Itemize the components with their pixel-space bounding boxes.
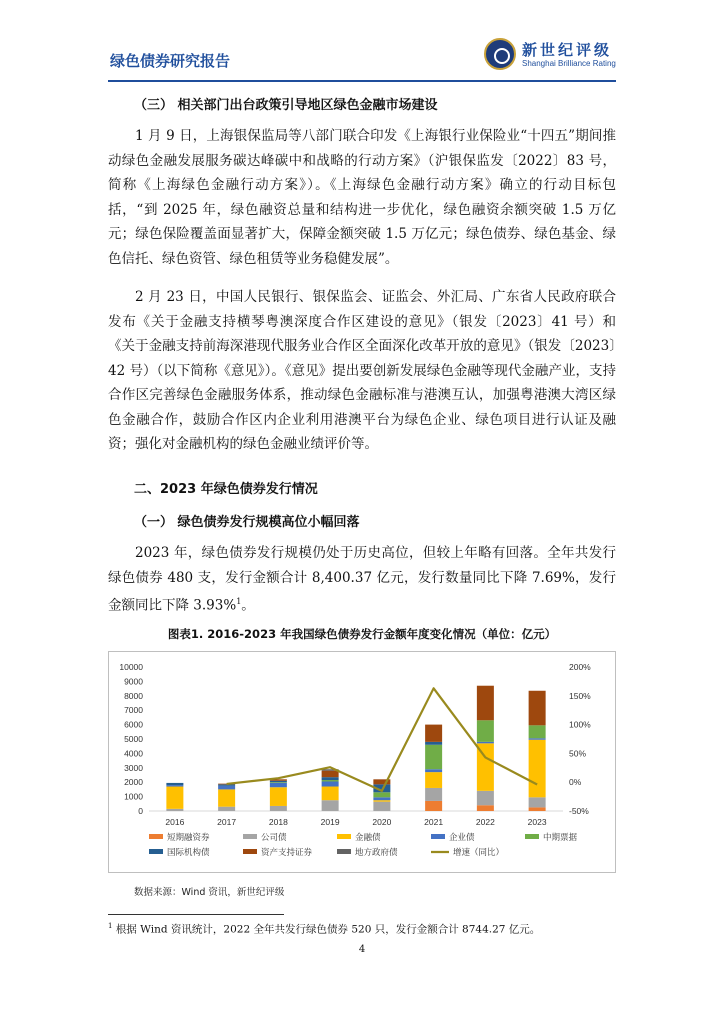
bar-segment [477,791,494,805]
page-number: 4 [358,944,366,955]
bar-segment [529,738,546,739]
bar-segment [270,781,287,782]
data-source: 数据来源：Wind 资讯，新世纪评级 [134,887,285,898]
y-left-tick-label: 1000 [124,791,143,802]
bar-segment [218,807,235,811]
chart-svg [109,652,615,872]
bar-segment [218,786,235,790]
y-left-tick-label: 4000 [124,748,143,759]
green-bond-chart [108,651,616,873]
section-heading-2: 二、2023 年绿色债券发行情况 [134,482,318,497]
y-right-tick-label: 200% [569,662,591,672]
x-tick-label: 2023 [527,817,547,827]
bar-segment [322,781,339,786]
y-right-tick-label: 100% [569,719,591,730]
y-left-tick-label: 7000 [124,705,143,716]
bar-segment [425,788,442,801]
x-tick-label: 2016 [165,817,185,827]
legend-label: 地方政府债 [355,848,398,858]
legend-label: 中期票据 [543,833,578,843]
x-tick-label: 2018 [268,817,288,827]
logo-cn-text: 新世纪评级 [522,41,613,59]
paragraph-issuance-end: 。 [241,597,255,614]
x-tick-label: 2020 [372,817,392,827]
bar-segment [529,797,546,807]
bar-segment [166,785,183,786]
bar-segment [322,777,339,780]
bar-segment [270,782,287,783]
bar-segment [218,784,235,785]
company-logo [484,38,624,74]
bar-segment [477,686,494,721]
bar-segment [270,783,287,787]
y-left-tick-label: 6000 [124,719,143,730]
bar-segment [529,691,546,726]
bar-segment [529,807,546,811]
paragraph-issuance-text: 2023 年，绿色债券发行规模仍处于历史高位，但较上年略有回落。全年共发行绿色债券 480 支，发行金额合计 8,400.37 亿元，发行数量同比下降 7.69%，发行金额同比下降 3.93% [108,545,616,614]
bar-segment [322,800,339,811]
bar-segment [322,771,339,777]
bar-segment [373,802,390,811]
y-left-tick-label: 8000 [124,690,143,701]
y-right-tick-label: 0% [569,777,582,788]
x-tick-label: 2021 [424,817,444,827]
paragraph-greater-bay: 2 月 23 日，中国人民银行、银保监会、证监会、外汇局、广东省人民政府联合发布《关于金融支持横琴粤澳深度合作区建设的意见》（银发〔2023〕41 号）和《关于金融支持前海深港现代服务业合作区全面深化改革开放的意见》（银发〔2023〕42 号）（以下简称《意见》）。《意见》提出要创新发展绿色金融等现代金融产业，支持合作区完善绿色金融服务体系，推动绿色金融标准与港澳互认，加强粤港澳大湾区绿色金融合作，鼓励合作区内企业利用港澳平台为绿色企业、绿色项目进行认证及融资；强化对金融机构的绿色金融业绩评价等。 [108,289,616,452]
bar-segment [425,801,442,811]
bar-segment [477,742,494,743]
bar-segment [425,772,442,788]
bar-segment [425,745,442,769]
y-right-tick-label: 50% [569,748,587,759]
legend-label: 企业债 [449,833,475,843]
bar-segment [425,725,442,742]
bar-segment [166,809,183,811]
report-title: 绿色债券研究报告 [110,52,231,70]
footnote-divider [108,914,284,915]
x-tick-label: 2019 [320,817,340,827]
legend-label: 增速（同比） [453,848,505,858]
bar-segment [322,780,339,781]
bar-segment [373,792,390,797]
bar-segment [425,742,442,745]
y-left-tick-label: 3000 [124,762,143,773]
bar-segment [425,769,442,772]
bar-segment [166,787,183,809]
legend-swatch [149,849,163,854]
bar-segment [477,720,494,742]
legend-swatch [525,834,539,839]
bar-segment [270,806,287,811]
legend-swatch [337,834,351,839]
legend-swatch [149,834,163,839]
logo-emblem-icon [484,38,516,70]
bar-segment [270,787,287,806]
bar-segment [529,725,546,738]
section-heading-3: （三） 相关部门出台政策引导地区绿色金融市场建设 [134,98,438,113]
bar-segment [373,797,390,800]
y-left-tick-label: 9000 [124,676,143,687]
bar-segment [166,783,183,785]
y-right-tick-label: 150% [569,690,591,701]
legend-label: 公司债 [261,833,287,843]
bar-segment [373,800,390,801]
y-left-tick-label: 0 [138,806,143,816]
paragraph-shanghai: 1 月 9 日，上海银保监局等八部门联合印发《上海银行业保险业“十四五”期间推动绿色金融发展服务碳达峰碳中和战略的行动方案》（沪银保监发〔2022〕83 号，简称《上海绿色金融行动方案》）。《上海绿色金融行动方案》确立的行动目标包括，“到 2025 年，绿色融资总量和结构进一步优化，绿色融资余额突破 1.5 万亿元；绿色保险覆盖面显著扩大，保障金额突破 1.5 万亿元；绿色债券、绿色基金、绿色信托、绿色资管、绿色租赁等业务稳健发展”。 [108,128,616,267]
figure-title: 图表1. 2016-2023 年我国绿色债券发行金额年度变化情况（单位：亿元） [167,627,557,641]
bar-segment [477,805,494,811]
x-tick-label: 2017 [217,817,237,827]
header-divider [108,80,616,82]
logo-en-text: Shanghai Brilliance Rating [522,59,616,68]
legend-label: 短期融资券 [167,833,210,843]
y-left-tick-label: 2000 [124,777,143,788]
legend-swatch [431,834,445,839]
bar-segment [529,740,546,798]
paragraph-issuance [108,541,616,618]
y-right-tick-label: -50% [569,806,589,816]
bar-segment [218,789,235,806]
bar-segment [322,787,339,801]
footnote-mark: 1 [108,922,113,930]
legend-swatch [243,849,257,854]
legend-label: 国际机构债 [167,848,210,858]
footnote-text: 根据 Wind 资讯统计，2022 全年共发行绿色债券 520 只，发行金额合计 8744.27 亿元。 [115,923,541,936]
legend-label: 资产支持证券 [261,848,313,858]
legend-label: 金融债 [355,833,381,843]
y-left-tick-label: 5000 [124,734,143,744]
footnote-ref[interactable]: 1 [236,597,242,606]
subsection-heading-1: （一） 绿色债券发行规模高位小幅回落 [134,515,360,530]
legend-swatch [243,834,257,839]
x-tick-label: 2022 [475,817,495,827]
footnote [108,919,616,937]
legend-swatch [337,849,351,854]
y-left-tick-label: 10000 [119,662,143,672]
